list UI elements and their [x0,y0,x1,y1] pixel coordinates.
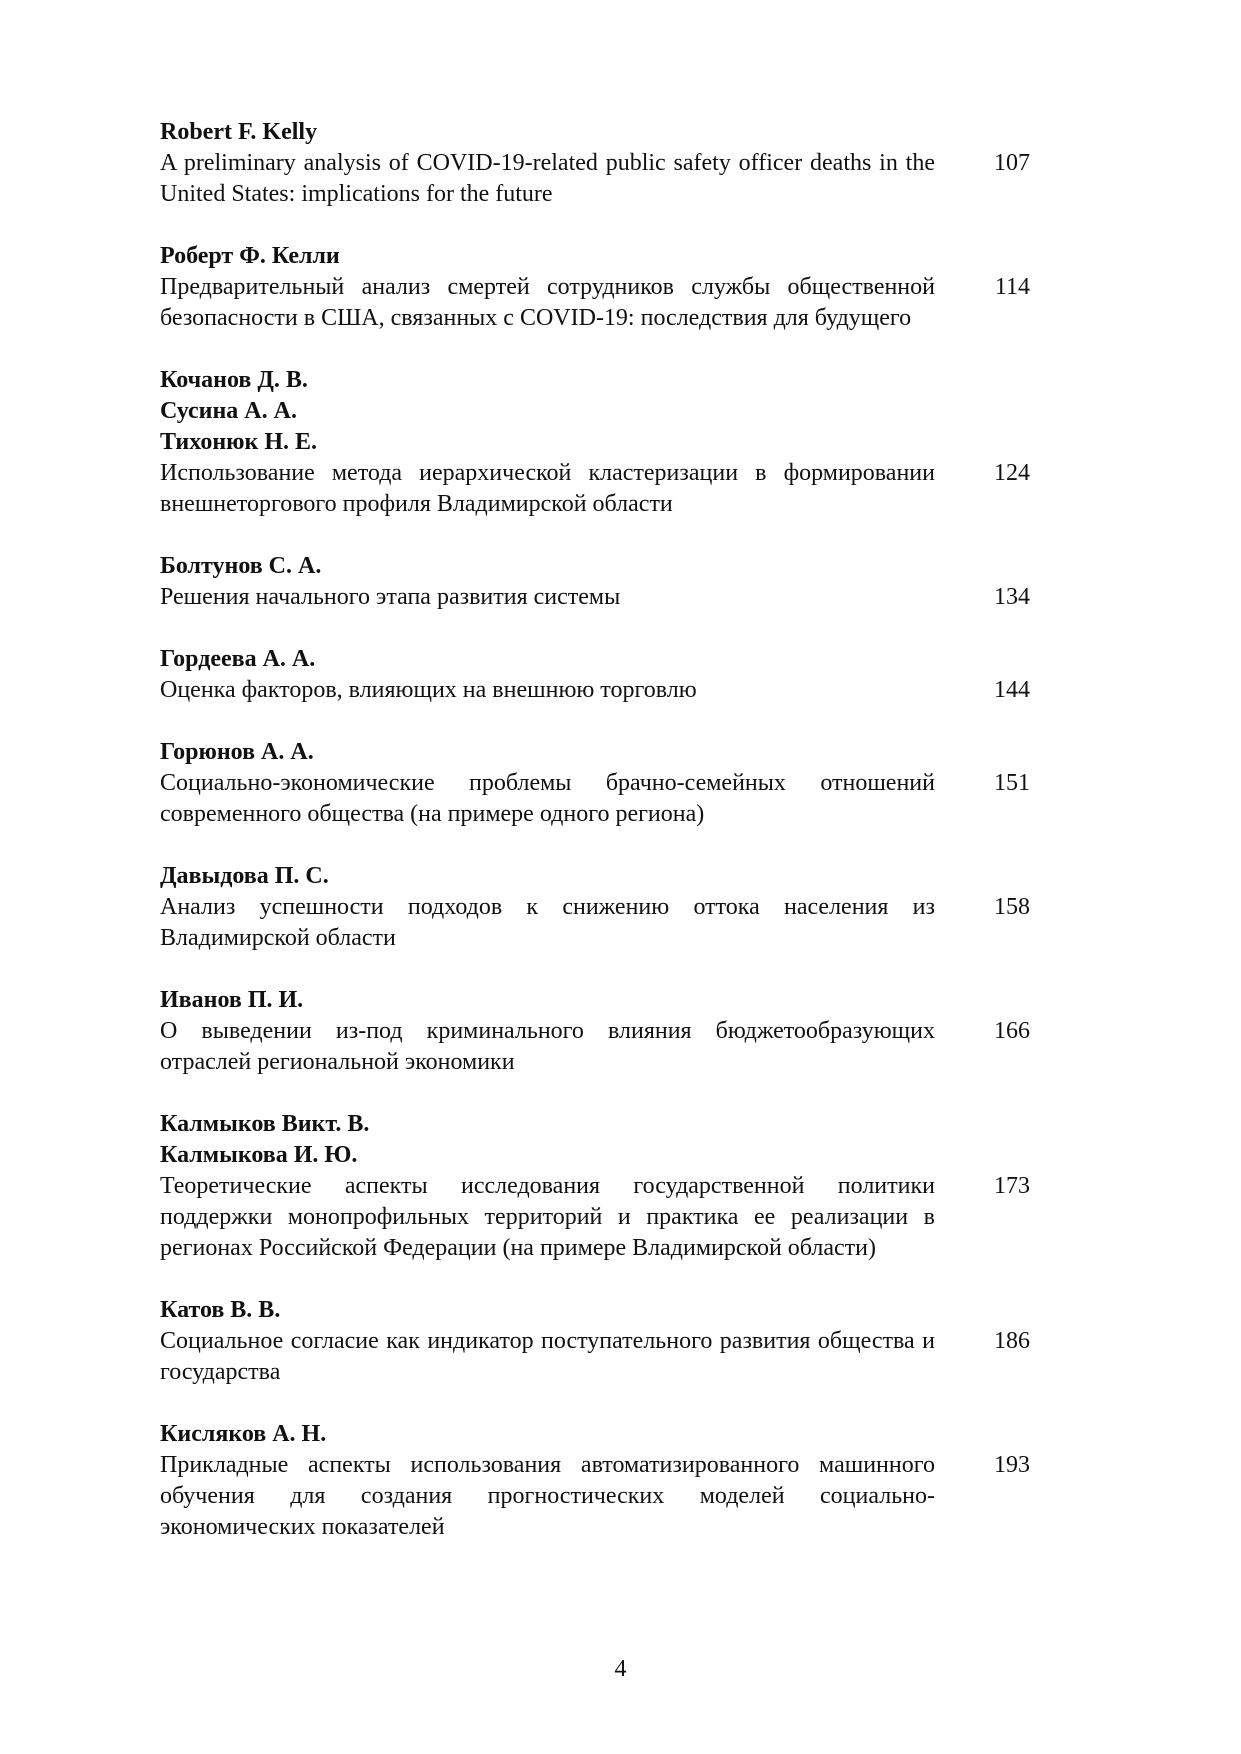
toc-entry [160,644,1030,706]
entry-page-number: 173 [994,1173,1030,1199]
entry-title: О выведении из-под криминального влияния бюджетообразующих отраслей региональной экономики [160,1018,935,1075]
entry-page-number: 114 [994,274,1030,300]
toc-entry [160,737,1030,830]
entry-row [160,272,1030,334]
author-name: Горюнов А. А. [160,739,314,765]
entry-page-number: 144 [994,677,1030,703]
entry-page-number: 193 [994,1452,1030,1478]
entry-row [160,458,1030,520]
entry-authors [160,644,1030,675]
entry-title: Предварительный анализ смертей сотрудников службы общественной безопасности в США, связанных с COVID-19: последствия для будущего [160,274,935,331]
author-name: Катов В. В. [160,1297,281,1323]
entry-authors [160,241,1030,272]
author-name: Гордеева А. А. [160,646,316,672]
entry-row [160,892,1030,954]
author-name: Кочанов Д. В. [160,367,308,393]
author-name: Иванов П. И. [160,987,304,1013]
page-footer-number: 4 [614,1656,627,1682]
entry-page-number: 186 [994,1328,1030,1354]
toc-entry [160,117,1030,210]
entry-authors [160,1109,1030,1171]
toc-entry [160,985,1030,1078]
entry-page-number: 151 [994,770,1030,796]
entry-authors [160,117,1030,148]
entry-title: Решения начального этапа развития системы [160,584,621,610]
entry-authors [160,737,1030,768]
entry-title: Оценка факторов, влияющих на внешнюю торговлю [160,677,697,703]
entry-title: Социально-экономические проблемы брачно-семейных отношений современного общества (на примере одного региона) [160,770,935,827]
entry-title: Социальное согласие как индикатор поступательного развития общества и государства [160,1328,935,1385]
entry-row [160,768,1030,830]
entry-page-number: 158 [994,894,1030,920]
author-name: Давыдова П. С. [160,863,329,889]
author-name: Robert F. Kelly [160,119,318,145]
entry-row [160,582,1030,613]
toc-entry [160,365,1030,520]
entry-authors [160,1419,1030,1450]
entry-title: Использование метода иерархической кластеризации в формировании внешнеторгового профиля Владимирской области [160,460,935,517]
toc-entry [160,1295,1030,1388]
author-name: Сусина А. А. [160,398,297,424]
entry-title: Теоретические аспекты исследования государственной политики поддержки монопрофильных территорий и практика ее реализации в регионах Российской Федерации (на примере Владимирской области) [160,1173,935,1261]
toc-entry [160,551,1030,613]
toc-entry [160,1419,1030,1543]
entry-row [160,1016,1030,1078]
author-name: Калмыкова И. Ю. [160,1142,358,1168]
toc-entry [160,861,1030,954]
entry-page-number: 134 [994,584,1030,610]
entry-row [160,675,1030,706]
entry-authors [160,551,1030,582]
entry-page-number: 166 [994,1018,1030,1044]
entry-row [160,1326,1030,1388]
table-of-contents [160,117,1030,1574]
entry-page-number: 107 [994,150,1030,176]
entry-row [160,148,1030,210]
toc-entry [160,241,1030,334]
entry-authors [160,1295,1030,1326]
author-name: Калмыков Викт. В. [160,1111,370,1137]
author-name: Роберт Ф. Келли [160,243,340,269]
entry-title: A preliminary analysis of COVID-19-related public safety officer deaths in the United States: implications for the future [160,150,935,207]
entry-title: Прикладные аспекты использования автоматизированного машинного обучения для создания прогностических моделей социально-экономических показателей [160,1452,935,1540]
entry-authors [160,365,1030,458]
entry-row [160,1171,1030,1264]
entry-authors [160,985,1030,1016]
author-name: Болтунов С. А. [160,553,322,579]
author-name: Кисляков А. Н. [160,1421,327,1447]
entry-page-number: 124 [994,460,1030,486]
entry-row [160,1450,1030,1543]
entry-authors [160,861,1030,892]
entry-title: Анализ успешности подходов к снижению оттока населения из Владимирской области [160,894,935,951]
toc-entry [160,1109,1030,1264]
author-name: Тихонюк Н. Е. [160,429,317,455]
